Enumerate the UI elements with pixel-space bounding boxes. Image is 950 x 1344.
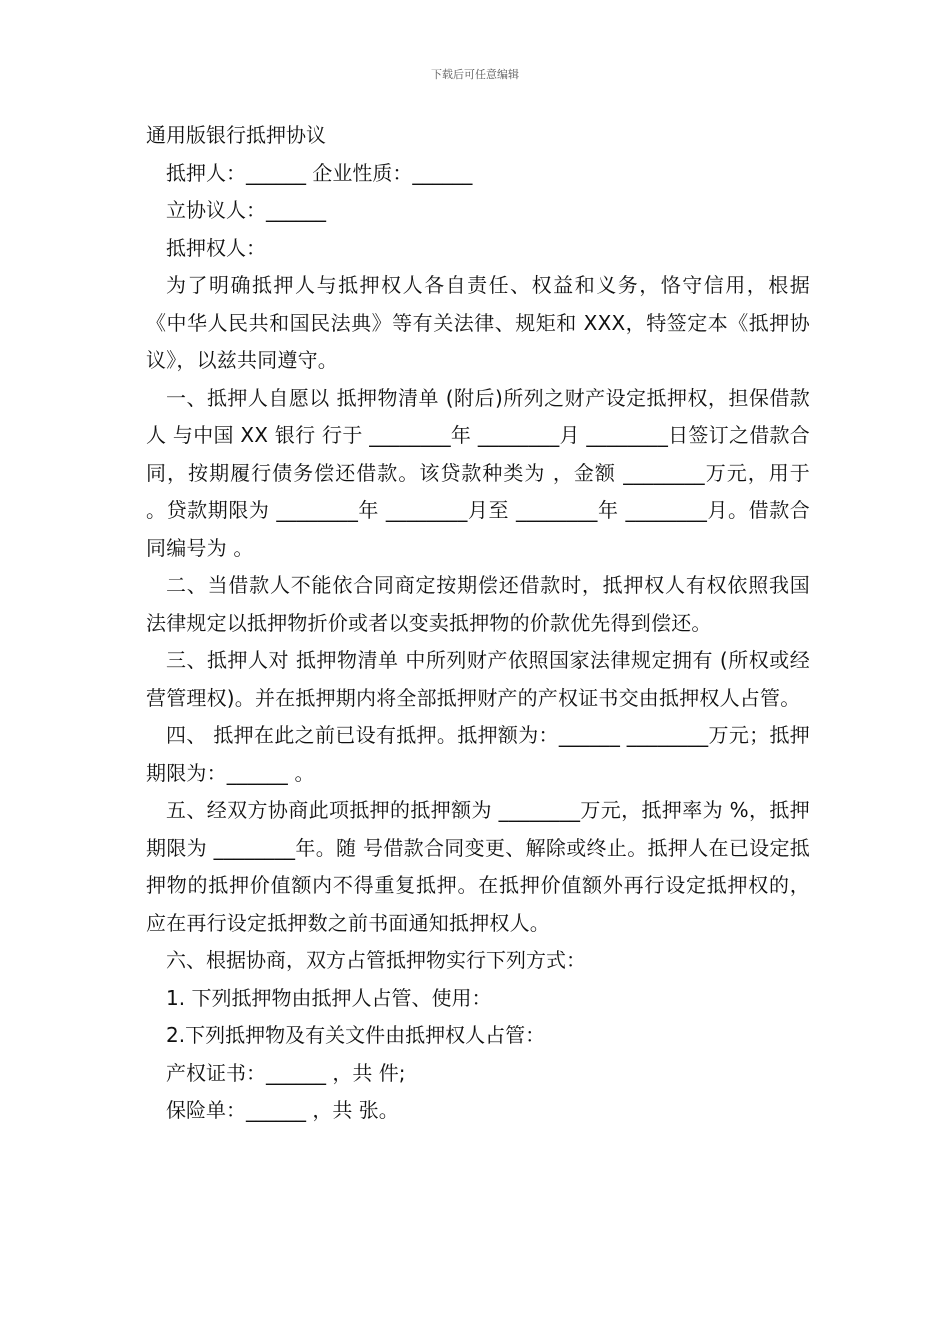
clause-3: 三、抵押人对 抵押物清单 中所列财产依照国家法律规定拥有 (所权或经营管理权)。并在抵押期内将全部抵押财产的产权证书交由抵押权人占管。 [146, 648, 810, 710]
agreement-party-line: 立协议人：______ [166, 198, 326, 222]
clause-6: 六、根据协商，双方占管抵押物实行下列方式： [166, 948, 586, 972]
insurance-policy-line: 保险单：______ ，共 张。 [166, 1098, 399, 1122]
intro-paragraph: 为了明确抵押人与抵押权人各自责任、权益和义务，恪守信用，根据《中华人民共和国民法典》等有关法律、规矩和 XXX，特签定本《抵押协议》，以兹共同遵守。 [146, 273, 810, 372]
clause-1: 一、抵押人自愿以 抵押物清单 (附后)所列之财产设定抵押权，担保借款人 与中国 XX 银行 行于 ________年 ________月 ________日签订之借款合同，按期履行债务偿还借款。该贷款种类为 ，金额 ________万元，用于 。贷款期限为 ________年 ________月至 ________年 ________月。借款合同编号为 。 [146, 385, 810, 560]
mortgagor-line: 抵押人：______ 企业性质：______ [166, 160, 473, 185]
page-header: 下载后可任意编辑 [431, 68, 519, 81]
document-title: 通用版银行抵押协议 [146, 123, 326, 147]
clause-5: 五、经双方协商此项抵押的抵押额为 ________万元，抵押率为 %，抵押期限为 ________年。随 号借款合同变更、解除或终止。抵押人在已设定抵押物的抵押价值额内不得重复抵押。在抵押价值额外再行设定抵押权的，应在再行设定抵押数之前书面通知抵押权人。 [146, 798, 810, 935]
document-body [146, 117, 810, 1130]
list-item-2: 2.下列抵押物及有关文件由抵押权人占管： [166, 1023, 546, 1047]
clause-4: 四、 抵押在此之前已设有抵押。抵押额为：______ ________万元；抵押期限为：______ 。 [146, 723, 810, 785]
property-certificate-line: 产权证书：______ ，共 件; [166, 1060, 406, 1085]
list-item-1: 1. 下列抵押物由抵押人占管、使用： [166, 985, 492, 1010]
clause-2: 二、当借款人不能依合同商定按期偿还借款时，抵押权人有权依照我国法律规定以抵押物折价或者以变卖抵押物的价款优先得到偿还。 [146, 573, 810, 635]
mortgagee-line: 抵押权人： [166, 235, 266, 260]
